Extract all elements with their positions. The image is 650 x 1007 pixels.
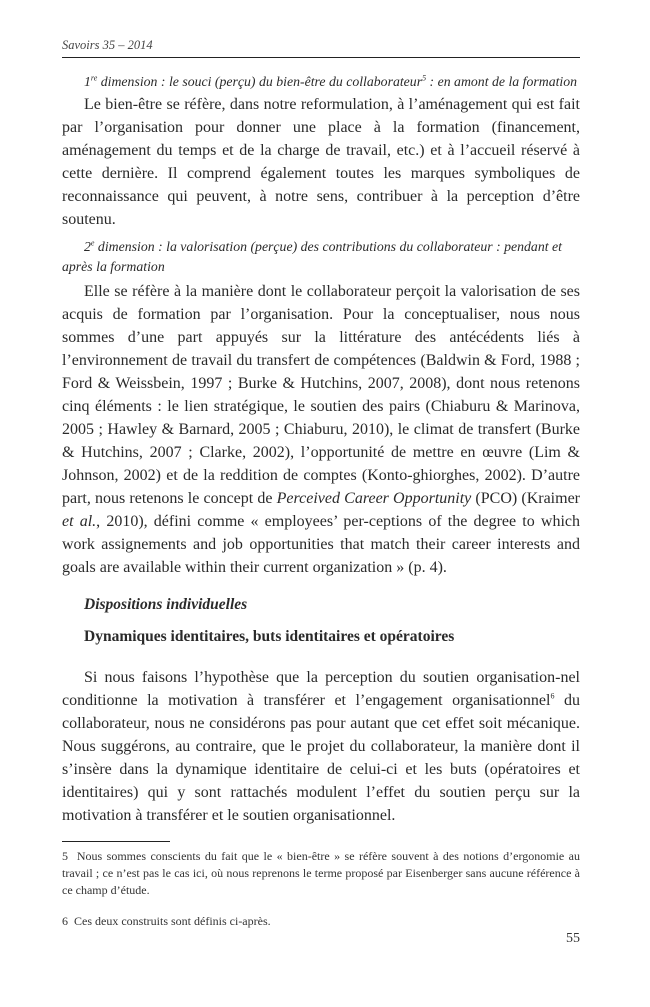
subsection-title: Dynamiques identitaires, buts identitaires et opératoires [84, 628, 455, 645]
dimension-1-heading [62, 72, 580, 92]
paragraph-2 [62, 280, 580, 579]
running-header: Savoirs 35 – 2014 [62, 38, 580, 58]
section-title: Dispositions individuelles [84, 596, 248, 613]
footnote-divider [62, 841, 170, 842]
para2-part3: , 2010), défini comme « employees’ per-ceptions of the degree to which work assignements and job opportunities that match their career interests and goals are available within their current organization » (p. 4). [62, 513, 580, 576]
para2-italic-pco: Perceived Career Opportunity [276, 490, 472, 507]
footnote-6 [62, 913, 580, 930]
footnote-5-number: 5 [62, 849, 68, 863]
para3-part2: du collaborateur, nous ne considérons pas pour autant que cet effet soit mécanique. Nous suggérons, au contraire, que le projet du collaborateur, la manière dont il s’insère dans la dynamique identitaire de celui-ci et les buts (opératoires et identitaires) qui y sont rattachés modulent l’effet du soutien perçu sur la motivation à transférer et le soutien organisationnel. [62, 692, 580, 824]
dim2-text: dimension : la valorisation (perçue) des contributions du collaborateur : pendant et après la formation [62, 239, 562, 274]
dim1-text: dimension : le souci (perçu) du bien-être du collaborateur [97, 74, 423, 89]
footnote-6-text: Ces deux construits sont définis ci-après. [74, 914, 271, 928]
para2-italic-etal: et al. [62, 513, 97, 530]
para2-part1: Elle se réfère à la manière dont le collaborateur perçoit la valorisation de ses acquis de formation par l’organisation. Pour la conceptualiser, nous nous sommes d’une part appuyés sur la littérature des antécédents liés à l’environnement de travail du transfert de compétences (Baldwin & Ford, 1988 ; Ford & Weissbein, 1997 ; Burke & Hutchins, 2007, 2008), dont nous retenons cinq éléments : le lien stratégique, le soutien des pairs (Chiaburu & Marinova, 2005 ; Hawley & Barnard, 2005 ; Chiaburu, 2010), le climat de transfert (Burke & Hutchins, 2007 ; Clarke, 2002), l’opportunité de mettre en œuvre (Lim & Johnson, 2002) et de la reddition de comptes (Konto-ghiorghes, 2002). D’autre part, nous retenons le concept de [62, 283, 580, 507]
para2-part2: (PCO) (Kraimer [471, 490, 580, 507]
footnote-6-number: 6 [62, 914, 68, 928]
dim1-prefix: 1 [84, 74, 91, 89]
dimension-2-heading [62, 237, 580, 277]
footnote-ref-6: 6 [550, 691, 555, 701]
paragraph-3 [62, 666, 580, 827]
footnote-ref-5: 5 [422, 73, 427, 83]
paragraph-1: Le bien-être se réfère, dans notre reformulation, à l’aménagement qui est fait par l’organisation pour donner une place à la formation (financement, aménagement du temps et de la charge de travail, etc.) et à l’accueil réservé à cette dernière. Il comprend également toutes les marques symboliques de reconnaissance qui peuvent, à notre sens, contribuer à la perception d’être soutenu. [62, 96, 580, 228]
dim1-prefix-sup: re [90, 73, 98, 83]
para3-part1: Si nous faisons l’hypothèse que la perception du soutien organisation-nel conditionne la motivation à transférer et l’engagement organisationnel [62, 669, 580, 709]
footnote-5 [62, 848, 580, 899]
page-number: 55 [566, 931, 580, 946]
page-body [62, 38, 580, 930]
dim2-prefix-sup: e [90, 238, 95, 248]
dim2-prefix: 2 [84, 239, 91, 254]
footnote-5-text: Nous sommes conscients du fait que le « bien-être » se réfère souvent à des notions d’ergonomie au travail ; ce n’est pas le cas ici, où nous reprenons le terme proposé par Eisenberger sans aucune référence à ce champ d’étude. [62, 849, 581, 897]
dim1-suffix: : en amont de la formation [426, 74, 578, 89]
